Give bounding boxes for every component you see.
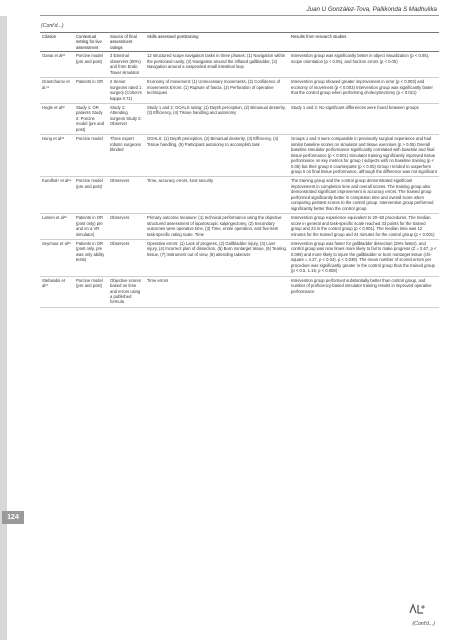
cell-results: Study 1 and 2: No significant differences were found between groups [289, 103, 439, 134]
cell-source: Study 1: Attending surgeon Study 2: Observer [108, 103, 145, 134]
cell-citation: Hogle et al²² [40, 103, 74, 134]
cell-results: Intervention group was significantly better in object visualization (p < 0.05), scope orientation (p < 0.05), and horizon errors (p < 0.05) [289, 52, 439, 78]
studies-table [40, 32, 439, 308]
continued-label-top: (Cont'd...) [41, 23, 64, 29]
cell-source: Observers [108, 177, 145, 214]
cell-source: Observers [108, 239, 145, 276]
cell-skills: GOALS: (1) Depth perception, (2) Bimanual dexterity, (3) Efficiency, (4) Tissue handling, (5) Participant autonomy to accomplish task [145, 135, 289, 177]
cell-source: Objective scores based on time and errors using a published formula [108, 276, 145, 307]
cell-skills: Economy of movement: (1) Unnecessary movements, (2) Confidence of movements Errors: (1) Rupture of fascia, (2) Perforation of operative techniques [145, 78, 289, 104]
table-row [40, 177, 439, 214]
cell-results: Intervention group experience equivalent to 20–50 procedures. The median score in general and task-specific scale reached 33 points for the trained group and 23 in the control group (p < 0.001). The median time was 12 minutes for the trained group and 24 minutes for the control group (p < 0.001) [289, 214, 439, 240]
column-header: Source of final assessment ratings [108, 33, 145, 52]
table-row [40, 239, 439, 276]
cell-source: 2 Senior surgeons rated 1 surgery (Cohen's kappa 0.71) [108, 78, 145, 104]
cell-skills: Primary outcome measure: (1) technical performance using the objective structured assessment of laparoscopic salpingectomy, (2) Secondary outcomes were operative time, (3) Time, entire operation, and five-item task-specific rating scale. Time [145, 214, 289, 240]
cell-skills: Operative errors: (1) Lack of progress, (2) Gallbladder injury, (3) Liver injury, (4) Incorrect plan of dissection, (5) Burn nontarget tissue, (6) Tearing tissue, (7) Instrument out of view, (8) attending takeover [145, 239, 289, 276]
cell-setting: Patients in OR [74, 78, 108, 104]
cell-results: Intervention group performed substantially better than control group, and number of proficiency-based simulator training results in improved operative performance [289, 276, 439, 307]
column-header: Skills assessed posttraining [145, 33, 289, 52]
table-header-row [40, 33, 439, 52]
cell-setting: Porcine model (pre and post) [74, 52, 108, 78]
page-number: 124 [2, 511, 24, 524]
cell-citation: Larsen et al²⁵ [40, 214, 74, 240]
cell-citation: Ganai et al²⁰ [40, 52, 74, 78]
cell-results: Groups 1 and II were comparable in previously surgical experience and had similar baseline scores on simulator and tissue exercises (p > 0.05) Overall baseline simulator performance significantly correlated with baseline and final tissue performance (p < 0.001) Simulator training significantly improved tissue performance on key metrics for group I subjects with no baseline training (p < 0.05) but their group II counterparts (p < 0.05) Group I tended to outperform group II on final tissue performance, although the difference was not significant [289, 135, 439, 177]
column-header: Results from research studies [289, 33, 439, 52]
table-row [40, 52, 439, 78]
cell-setting: Porcine model (pre and post) [74, 276, 108, 307]
cell-citation: Seymour et al²⁶ [40, 239, 74, 276]
cell-setting: Porcine model (pre and post) [74, 177, 108, 214]
cell-results: Intervention group showed greater improvement in error (p < 0.003) and economy of movement (p < 0.003) Intervention group was significantly faster that the control group when performing cholecystectomy (p < 0.021) [289, 78, 439, 104]
cell-skills: Time, accuracy errors, knot security [145, 177, 289, 214]
continued-label-bottom: (Cont'd...) [412, 621, 435, 627]
running-header-authors: Juan U González-Tova, Pallikonda S Madhulika [306, 6, 437, 13]
cell-citation: Kundhal⁴ et al²⁴ [40, 177, 74, 214]
cell-source: Three expert robotic surgeons blinded [108, 135, 145, 177]
table-row [40, 135, 439, 177]
header-rule [40, 15, 439, 16]
cell-source: Observers [108, 214, 145, 240]
table-row [40, 214, 439, 240]
table-row [40, 78, 439, 104]
cell-citation: Grantcharov et al.²¹ [40, 78, 74, 104]
column-header: Contextual setting for live assessment [74, 33, 108, 52]
publisher-logo-icon [408, 603, 426, 615]
cell-skills: Time errors [145, 276, 289, 307]
cell-citation: Stefanidis et al²⁷ [40, 276, 74, 307]
column-header: Citation [40, 33, 74, 52]
cell-skills: 12 structured scope navigation tasks in three phases: (1) Navigation within the peritoneal cavity, (2) Navigation around the inflated gallbladder, (3) Navigation around a suspended small intestinal loop [145, 52, 289, 78]
table-row [40, 276, 439, 307]
cell-skills: Study 1 and 2: GOALS rating: (1) Depth perception, (2) Bimanual dexterity, (3) Efficiency, (4) Tissue handling and autonomy [145, 103, 289, 134]
cell-setting: Patients in OR (post only, pre was only ability tests) [74, 239, 108, 276]
side-margin-bar [0, 16, 7, 640]
cell-citation: Hung et al²³ [40, 135, 74, 177]
cell-setting: Porcine model [74, 135, 108, 177]
cell-results: The training group and the control group demonstrated significant improvement in completion time and overall scores. The training group also demonstrated significant improvement in accuracy errors. The trained group performed significantly better in completion time and overall score when comparing posttest scores to the control group. Intervention group performed significantly better than the control group [289, 177, 439, 214]
table-row [40, 103, 439, 134]
cell-source: 3 External observers (90%) and from Endo Tower simulator [108, 52, 145, 78]
cell-results: Intervention group was faster for gallbladder dissection (29% faster), and control group was nine times more likely to fail to make progress (Z = 2.67, p < 0.006) and more likely to injure the gallbladder or burn nontarget tissue (chi-square = 4.27, p < 0.04). p < 0.039). The mean number of scored errors per procedure was significantly greater in the control group than the trained group (p < 0.5, 1.19, p < 0.008) [289, 239, 439, 276]
cell-setting: Study 1: OR patients Study 2: Porcine model (pre and post) [74, 103, 108, 134]
cell-setting: Patients in OR (post only) pre and on a VR simulator) [74, 214, 108, 240]
